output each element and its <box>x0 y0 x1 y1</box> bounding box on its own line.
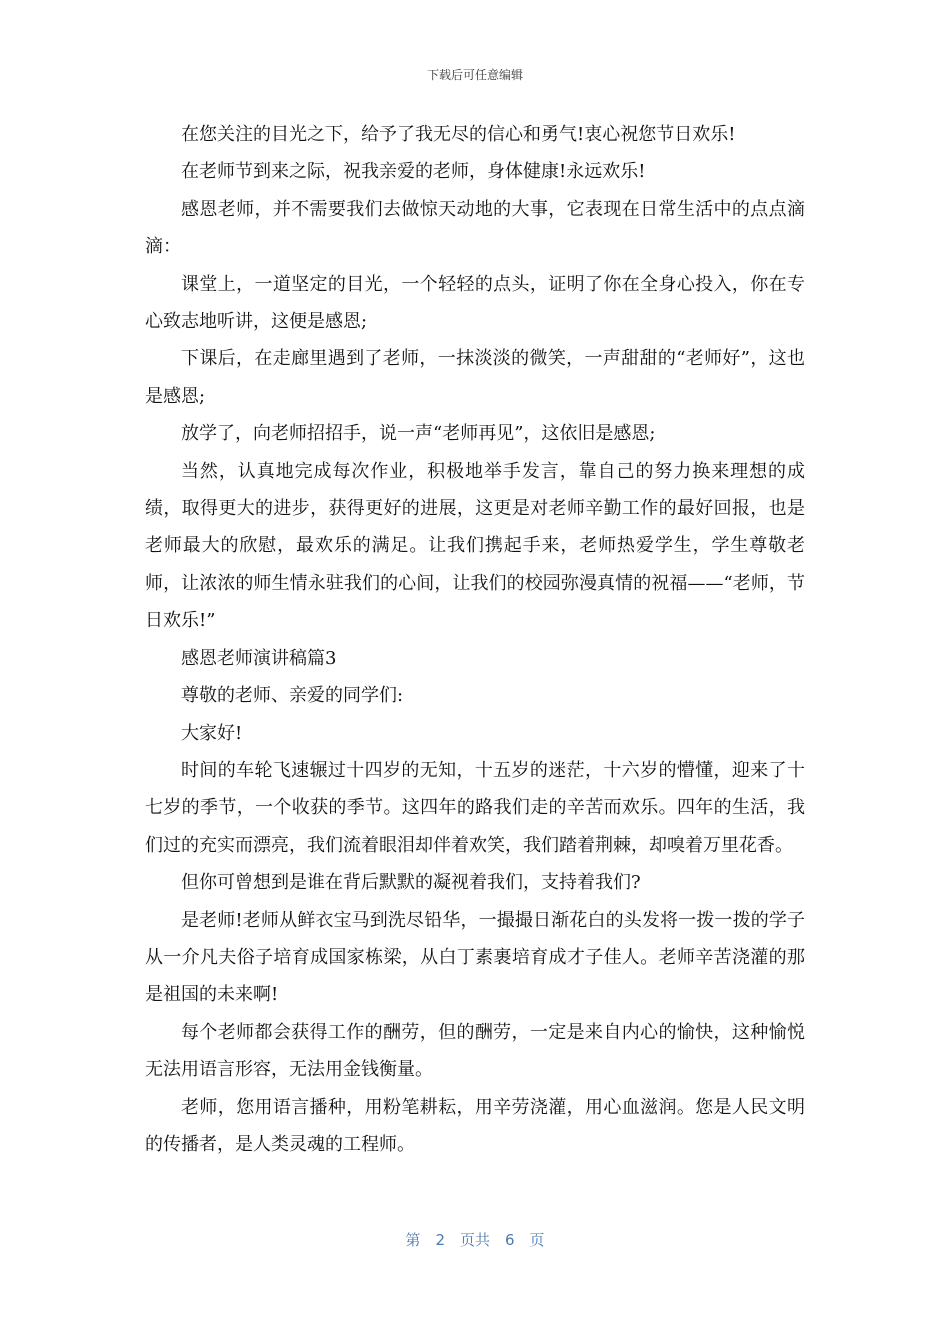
paragraph: 在您关注的目光之下，给予了我无尽的信心和勇气!衷心祝您节日欢乐! <box>181 124 736 145</box>
page-header-note: 下载后可任意编辑 <box>426 68 523 82</box>
paragraph: 下课后，在走廊里遇到了老师，一抹淡淡的微笑，一声甜甜的“老师好”，这也是感恩; <box>145 348 805 407</box>
paragraph: 是老师!老师从鲜衣宝马到洗尽铅华，一撮撮日渐花白的头发将一拨一拨的学子从一介凡夫俗子培育成国家栋梁，从白丁素裹培育成才子佳人。老师辛苦浇灌的那是祖国的未来啊! <box>145 909 805 1006</box>
footer-suffix: 页 <box>529 1231 545 1249</box>
paragraph: 时间的车轮飞速辗过十四岁的无知，十五岁的迷茫，十六岁的懵懂，迎来了十七岁的季节，一个收获的季节。这四年的路我们走的辛苦而欢乐。四年的生活，我们过的充实而漂亮，我们流着眼泪却伴着欢笑，我们踏着荆棘，却嗅着万里花香。 <box>145 759 805 856</box>
paragraph: 但你可曾想到是谁在背后默默的凝视着我们，支持着我们? <box>181 872 641 894</box>
paragraph: 老师，您用语言播种，用粉笔耕耘，用辛劳浇灌，用心血滋润。您是人民文明的传播者，是人类灵魂的工程师。 <box>145 1096 805 1155</box>
paragraph: 当然，认真地完成每次作业，积极地举手发言，靠自己的努力换来理想的成绩，取得更大的进步，获得更好的进展，这更是对老师辛勤工作的最好回报，也是老师最大的欣慰，最欢乐的满足。让我们携起手来，老师热爱学生，学生尊敬老师，让浓浓的师生情永驻我们的心间，让我们的校园弥漫真情的祝福——“老师，节日欢乐!” <box>145 460 805 632</box>
paragraph: 感恩老师，并不需要我们去做惊天动地的大事，它表现在日常生活中的点点滴滴： <box>145 198 805 258</box>
page-number: 2 <box>435 1231 445 1249</box>
footer-prefix: 第 <box>405 1231 421 1249</box>
paragraph: 在老师节到来之际，祝我亲爱的老师，身体健康!永远欢乐! <box>181 161 646 183</box>
paragraph: 每个老师都会获得工作的酬劳，但的酬劳，一定是来自内心的愉快，这种愉悦无法用语言形容，无法用金钱衡量。 <box>145 1021 805 1081</box>
footer-middle: 页共 <box>459 1231 490 1249</box>
paragraph: 课堂上，一道坚定的目光，一个轻轻的点头，证明了你在全身心投入，你在专心致志地听讲，这便是感恩; <box>145 273 805 333</box>
document-body <box>145 116 805 1163</box>
section-heading: 感恩老师演讲稿篇3 <box>181 647 337 669</box>
greeting: 大家好! <box>181 722 243 744</box>
paragraph: 放学了，向老师招招手，说一声“老师再见”，这依旧是感恩; <box>181 423 656 445</box>
total-pages: 6 <box>505 1231 515 1249</box>
page-footer <box>0 1229 950 1250</box>
salutation: 尊敬的老师、亲爱的同学们: <box>181 685 404 707</box>
